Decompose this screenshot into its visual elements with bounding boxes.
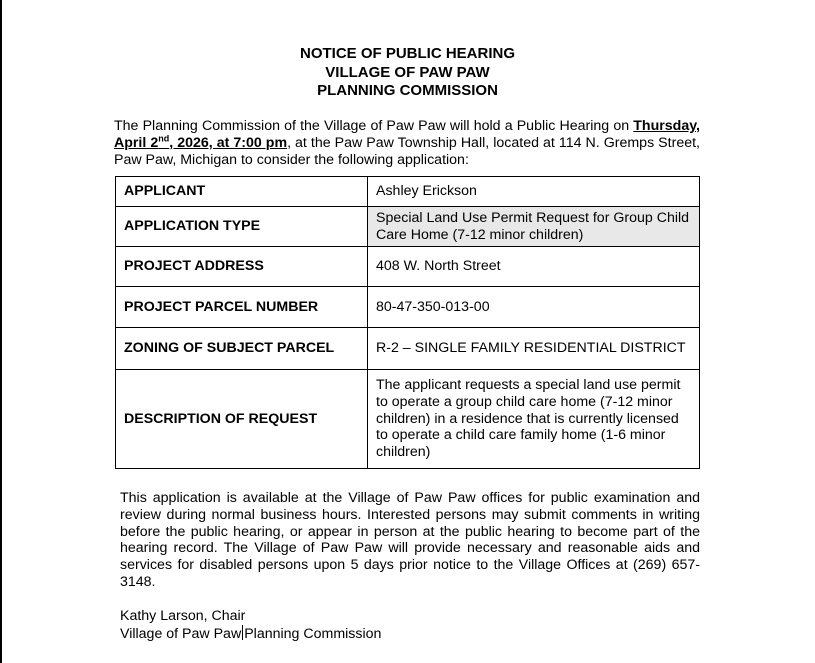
hearing-date-time: , 2026, at 7:00 pm — [169, 134, 288, 151]
row-label: PROJECT ADDRESS — [116, 247, 368, 287]
title-line-1: NOTICE OF PUBLIC HEARING — [299, 45, 515, 62]
title-line-3: PLANNING COMMISSION — [317, 82, 498, 99]
row-label: PROJECT PARCEL NUMBER — [116, 287, 368, 328]
row-value: The applicant requests a special land use permit to operate a group child care home (7-12 minor children) in a residence that is currently licensed to operate a child care family home (1-6 minor children) — [368, 370, 700, 469]
notice-title — [0, 45, 815, 101]
signer-name: Kathy Larson, Chair — [120, 608, 246, 624]
title-line-2: VILLAGE OF PAW PAW — [325, 63, 490, 81]
row-label: DESCRIPTION OF REQUEST — [116, 370, 368, 469]
org-commission: Planning Commission — [244, 626, 382, 642]
row-value: Special Land Use Permit Request for Group Child Care Home (7-12 minor children) — [368, 207, 700, 247]
table-row — [116, 247, 700, 287]
table-row — [116, 328, 700, 370]
row-value: 80-47-350-013-00 — [368, 287, 700, 328]
row-label: APPLICATION TYPE — [116, 207, 368, 247]
intro-paragraph — [114, 118, 700, 168]
row-label: APPLICANT — [116, 177, 368, 207]
table-row — [116, 177, 700, 207]
application-table — [115, 176, 700, 469]
row-value: 408 W. North Street — [368, 247, 700, 287]
table-row — [116, 287, 700, 328]
table-row — [116, 207, 700, 247]
row-label: ZONING OF SUBJECT PARCEL — [116, 328, 368, 370]
hearing-date-day: Thursday, April 2 — [114, 118, 700, 151]
intro-text-after: , at the Paw Paw Township Hall, located at 114 N. Gremps Street, Paw Paw, Michigan to consider the following application: — [114, 134, 700, 168]
availability-paragraph: This application is available at the Village of Paw Paw offices for public examination and review during normal business hours. Interested persons may submit comments in writing before the public hearing, or appear in person at the public hearing to become part of the hearing record. The Village of Paw Paw will provide necessary and reasonable aids and services for disabled persons upon 5 days prior notice to the Village Offices at (269) 657-3148. — [120, 490, 700, 590]
intro-text-before: The Planning Commission of the Village of Paw Paw will hold a Public Hearing on — [114, 118, 634, 134]
hearing-date-suffix: nd — [158, 133, 170, 144]
org-village: Village of Paw Paw — [120, 626, 242, 642]
row-value: Ashley Erickson — [368, 177, 700, 207]
signature-block — [120, 608, 381, 643]
row-value: R-2 – SINGLE FAMILY RESIDENTIAL DISTRICT — [368, 328, 700, 370]
signer-organization — [120, 625, 381, 643]
table-row — [116, 370, 700, 469]
